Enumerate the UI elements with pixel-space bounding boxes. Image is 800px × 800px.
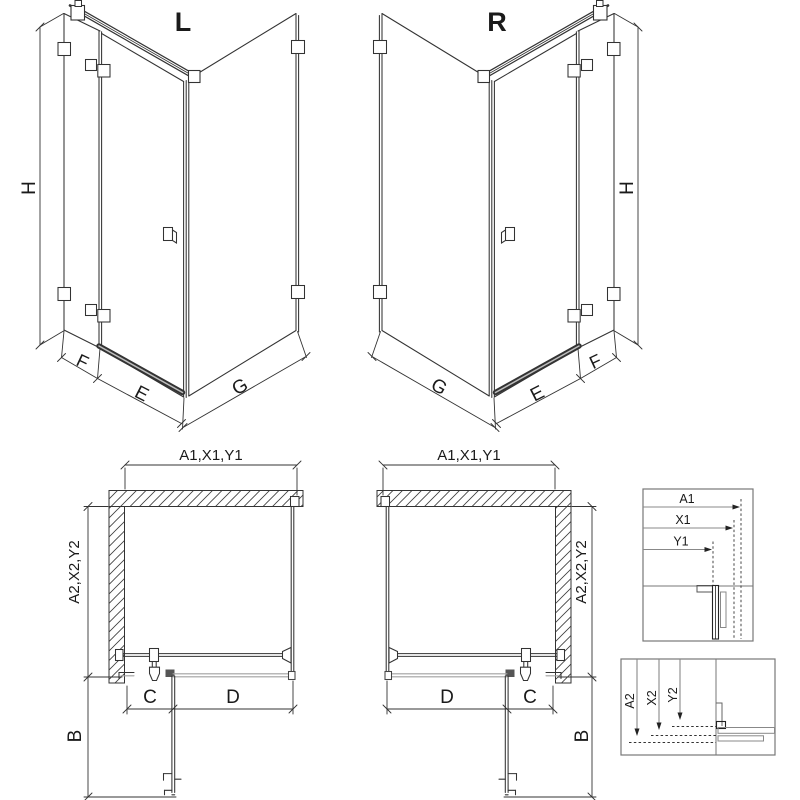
dim-label-side-iso-left: G — [228, 374, 252, 401]
detail-label-y2: Y2 — [666, 687, 680, 703]
detail-box-horizontal-dims — [643, 489, 753, 641]
dim-label-height-iso-left: H — [19, 181, 40, 195]
dim-label-door-iso-right: E — [527, 381, 548, 407]
dim-label-side-plan-left: A2,X2,Y2 — [66, 540, 83, 604]
plan-left-top-wall — [109, 491, 303, 507]
dim-label-side-iso-right: G — [427, 374, 451, 401]
plan-view-left — [84, 461, 303, 800]
detail-label-x1: X1 — [675, 513, 691, 527]
dim-label-offset-plan-right: B — [572, 729, 593, 743]
dim-label-door-iso-left: E — [131, 381, 152, 407]
dim-label-door-plan-left: D — [226, 687, 240, 708]
detail-label-a2: A2 — [623, 693, 637, 709]
dim-label-hinge-plan-right: C — [523, 687, 537, 708]
dim-label-offset-plan-left: B — [65, 729, 86, 743]
dim-label-fixed-iso-left: F — [73, 350, 92, 373]
detail-label-y1: Y1 — [673, 534, 689, 549]
detail-label-x2: X2 — [645, 690, 659, 706]
plan-right-top-wall — [377, 491, 571, 507]
dim-label-door-plan-right: D — [440, 687, 454, 708]
dim-label-height-iso-right: H — [617, 181, 638, 195]
dim-label-side-plan-right: A2,X2,Y2 — [573, 540, 590, 604]
dim-label-hinge-plan-left: C — [143, 687, 157, 708]
detail-label-a1: A1 — [679, 492, 695, 506]
variant-label-left: L — [174, 7, 192, 37]
variant-label-right: R — [487, 7, 507, 37]
plan-view-right — [377, 461, 596, 800]
dim-label-top-plan-left: A1,X1,Y1 — [179, 447, 243, 464]
dim-label-top-plan-right: A1,X1,Y1 — [437, 447, 501, 464]
dim-label-fixed-iso-right: F — [586, 350, 605, 373]
detail-box-top-border — [643, 489, 753, 641]
detail-box-vertical-dims — [621, 659, 775, 755]
